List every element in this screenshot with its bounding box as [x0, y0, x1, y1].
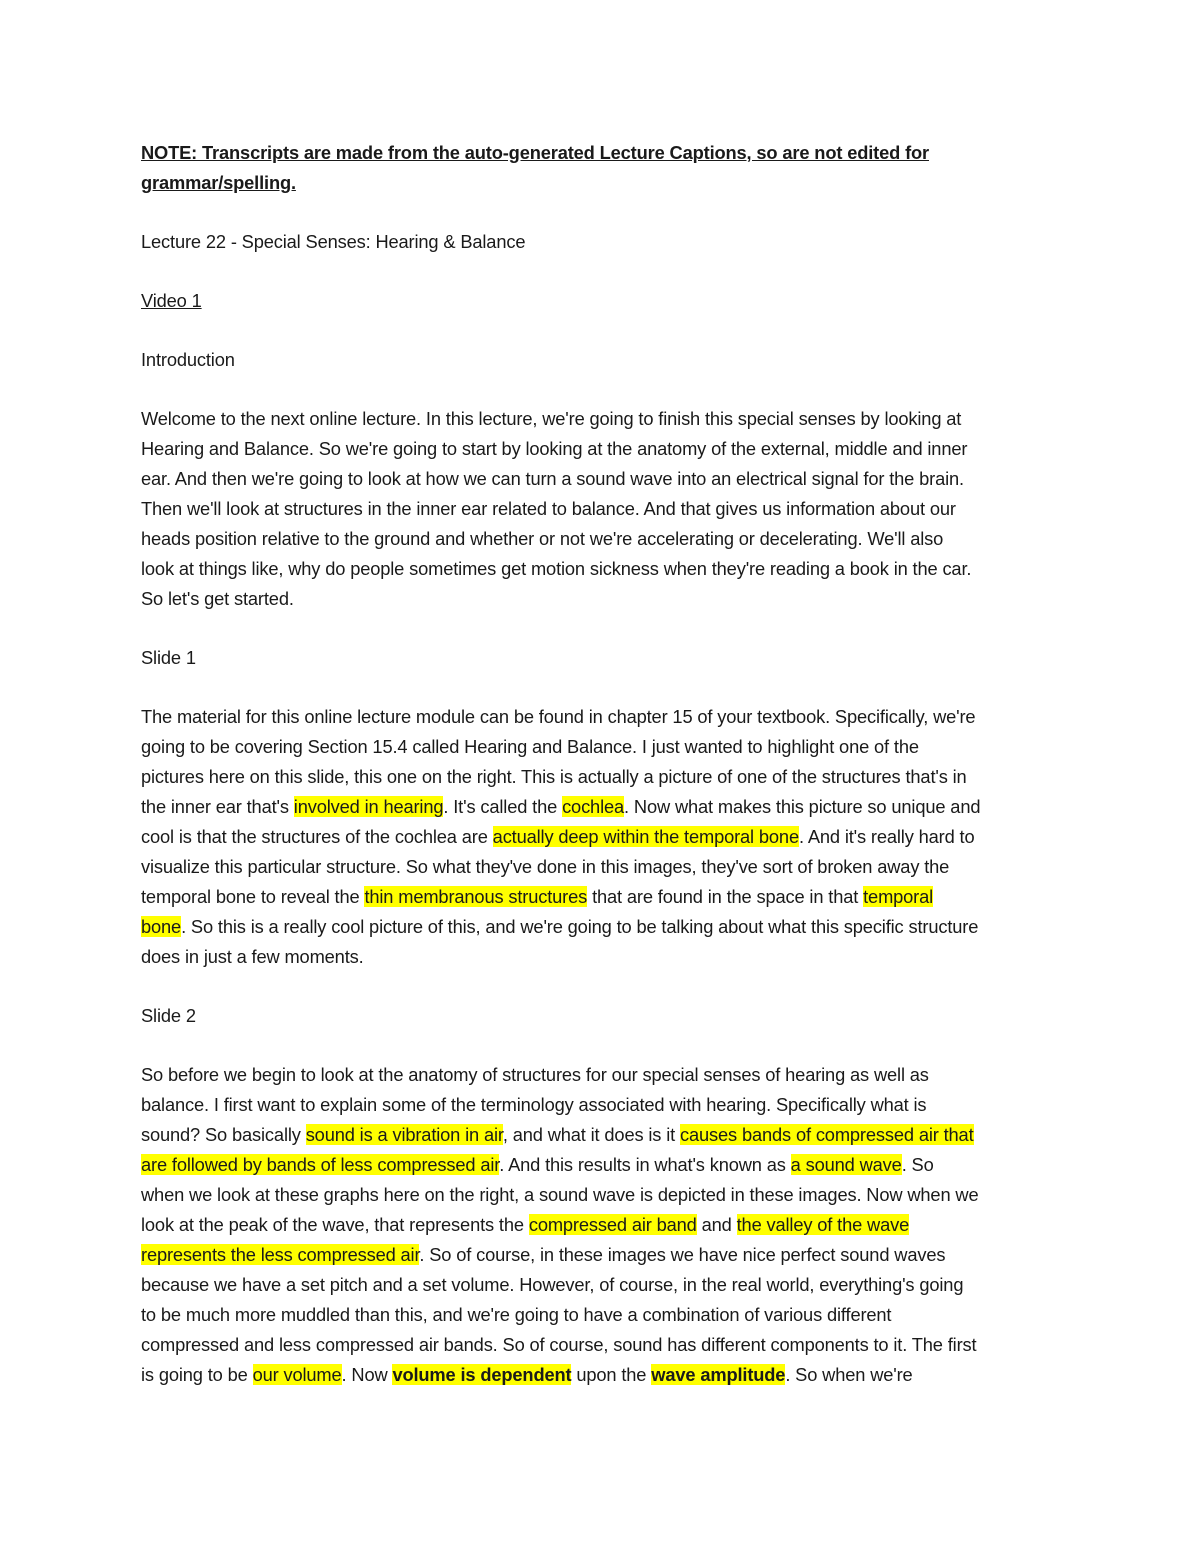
intro-line: look at things like, why do people sometimes get motion sickness when they're reading a book in the car. [141, 558, 972, 579]
lecture-title: Lecture 22 - Special Senses: Hearing & Balance [141, 231, 526, 252]
text-run: and [696, 1214, 737, 1235]
highlight: compressed air band [528, 1214, 697, 1235]
highlight: sound is a vibration in air [305, 1124, 503, 1145]
highlight: our volume [252, 1364, 342, 1385]
slide1-heading: Slide 1 [141, 647, 196, 668]
slide2-line [141, 1150, 1066, 1180]
highlight-bold [392, 1364, 571, 1385]
text-run: that are found in the space in that [587, 886, 864, 907]
highlight: the valley of the wave [736, 1214, 910, 1235]
text-run: upon the [571, 1364, 652, 1385]
slide1-line [141, 882, 1066, 912]
highlight: bone [141, 916, 182, 937]
text-run: cool is that the structures of the cochlea are [141, 826, 493, 847]
text-run: sound? So basically [141, 1124, 306, 1145]
text-run: temporal bone to reveal the [141, 886, 365, 907]
slide1-line: The material for this online lecture module can be found in chapter 15 of your textbook. Specifically, we're [141, 706, 976, 727]
note-line-2: grammar/spelling. [141, 172, 296, 193]
text-run: look at the peak of the wave, that represents the [141, 1214, 529, 1235]
slide2-heading: Slide 2 [141, 1005, 196, 1026]
transcript-note [141, 138, 1066, 198]
slide2-line: So before we begin to look at the anatomy of structures for our special senses of hearing as well as [141, 1064, 929, 1085]
slide2-line [141, 1240, 1066, 1270]
text-run: is going to be [141, 1364, 253, 1385]
slide1-paragraph [141, 702, 1066, 972]
highlight-bold [651, 1364, 785, 1385]
slide2-line: compressed and less compressed air bands. So of course, sound has different components to it. The first [141, 1334, 977, 1355]
text-run: . Now what makes this picture so unique and [624, 796, 981, 817]
intro-line: Welcome to the next online lecture. In this lecture, we're going to finish this special senses by looking at [141, 408, 962, 429]
document-page [141, 138, 1066, 1419]
intro-line: ear. And then we're going to look at how we can turn a sound wave into an electrical signal for the brain. [141, 468, 964, 489]
intro-heading: Introduction [141, 349, 235, 370]
highlight: represents the less compressed air [141, 1244, 420, 1265]
highlight: causes bands of compressed air that [680, 1124, 974, 1145]
slide2-line [141, 1210, 1066, 1240]
slide1-line: does in just a few moments. [141, 946, 364, 967]
slide1-line: visualize this particular structure. So what they've done in this images, they've sort of broken away the [141, 856, 950, 877]
highlight: actually deep within the temporal bone [492, 826, 799, 847]
text-run: the inner ear that's [141, 796, 294, 817]
text-run: . So of course, in these images we have nice perfect sound waves [419, 1244, 946, 1265]
intro-line: Then we'll look at structures in the inner ear related to balance. And that gives us information about our [141, 498, 956, 519]
slide2-line [141, 1360, 1066, 1390]
text-run: . So when we're [785, 1364, 913, 1385]
highlight: cochlea [562, 796, 625, 817]
slide1-line: pictures here on this slide, this one on the right. This is actually a picture of one of the structures that's in [141, 766, 967, 787]
bold-text: volume is dependent [392, 1364, 572, 1385]
text-run: , and what it does is it [502, 1124, 680, 1145]
text-run: . It's called the [443, 796, 563, 817]
text-run: . So this is a really cool picture of this, and we're going to be talking about what this specific structure [181, 916, 979, 937]
highlight: are followed by bands of less compressed air [141, 1154, 500, 1175]
text-run: . Now [341, 1364, 393, 1385]
text-run: . And it's really hard to [798, 826, 975, 847]
slide2-line: when we look at these graphs here on the right, a sound wave is depicted in these images. Now when we [141, 1184, 979, 1205]
text-run: . So [901, 1154, 934, 1175]
bold-text: wave amplitude [651, 1364, 786, 1385]
note-line-1: NOTE: Transcripts are made from the auto-generated Lecture Captions, so are not edited for [141, 142, 929, 163]
highlight: involved in hearing [293, 796, 444, 817]
slide2-line: because we have a set pitch and a set volume. However, of course, in the real world, everything's going [141, 1274, 964, 1295]
slide1-line [141, 792, 1066, 822]
video-heading [141, 286, 1066, 316]
slide2-line: balance. I first want to explain some of the terminology associated with hearing. Specifically what is [141, 1094, 927, 1115]
slide1-line: going to be covering Section 15.4 called Hearing and Balance. I just wanted to highlight one of the [141, 736, 919, 757]
highlight: thin membranous structures [364, 886, 588, 907]
intro-paragraph [141, 404, 1066, 614]
slide1-line [141, 822, 1066, 852]
intro-line: So let's get started. [141, 588, 294, 609]
slide1-line [141, 912, 1066, 942]
slide2-line [141, 1120, 1066, 1150]
intro-line: Hearing and Balance. So we're going to start by looking at the anatomy of the external, middle and inner [141, 438, 968, 459]
video-heading-text: Video 1 [141, 290, 202, 311]
intro-line: heads position relative to the ground and whether or not we're accelerating or decelerating. We'll also [141, 528, 944, 549]
highlight: a sound wave [790, 1154, 902, 1175]
slide2-paragraph [141, 1060, 1066, 1390]
highlight: temporal [863, 886, 934, 907]
slide2-line: to be much more muddled than this, and we're going to have a combination of various different [141, 1304, 892, 1325]
text-run: . And this results in what's known as [499, 1154, 791, 1175]
